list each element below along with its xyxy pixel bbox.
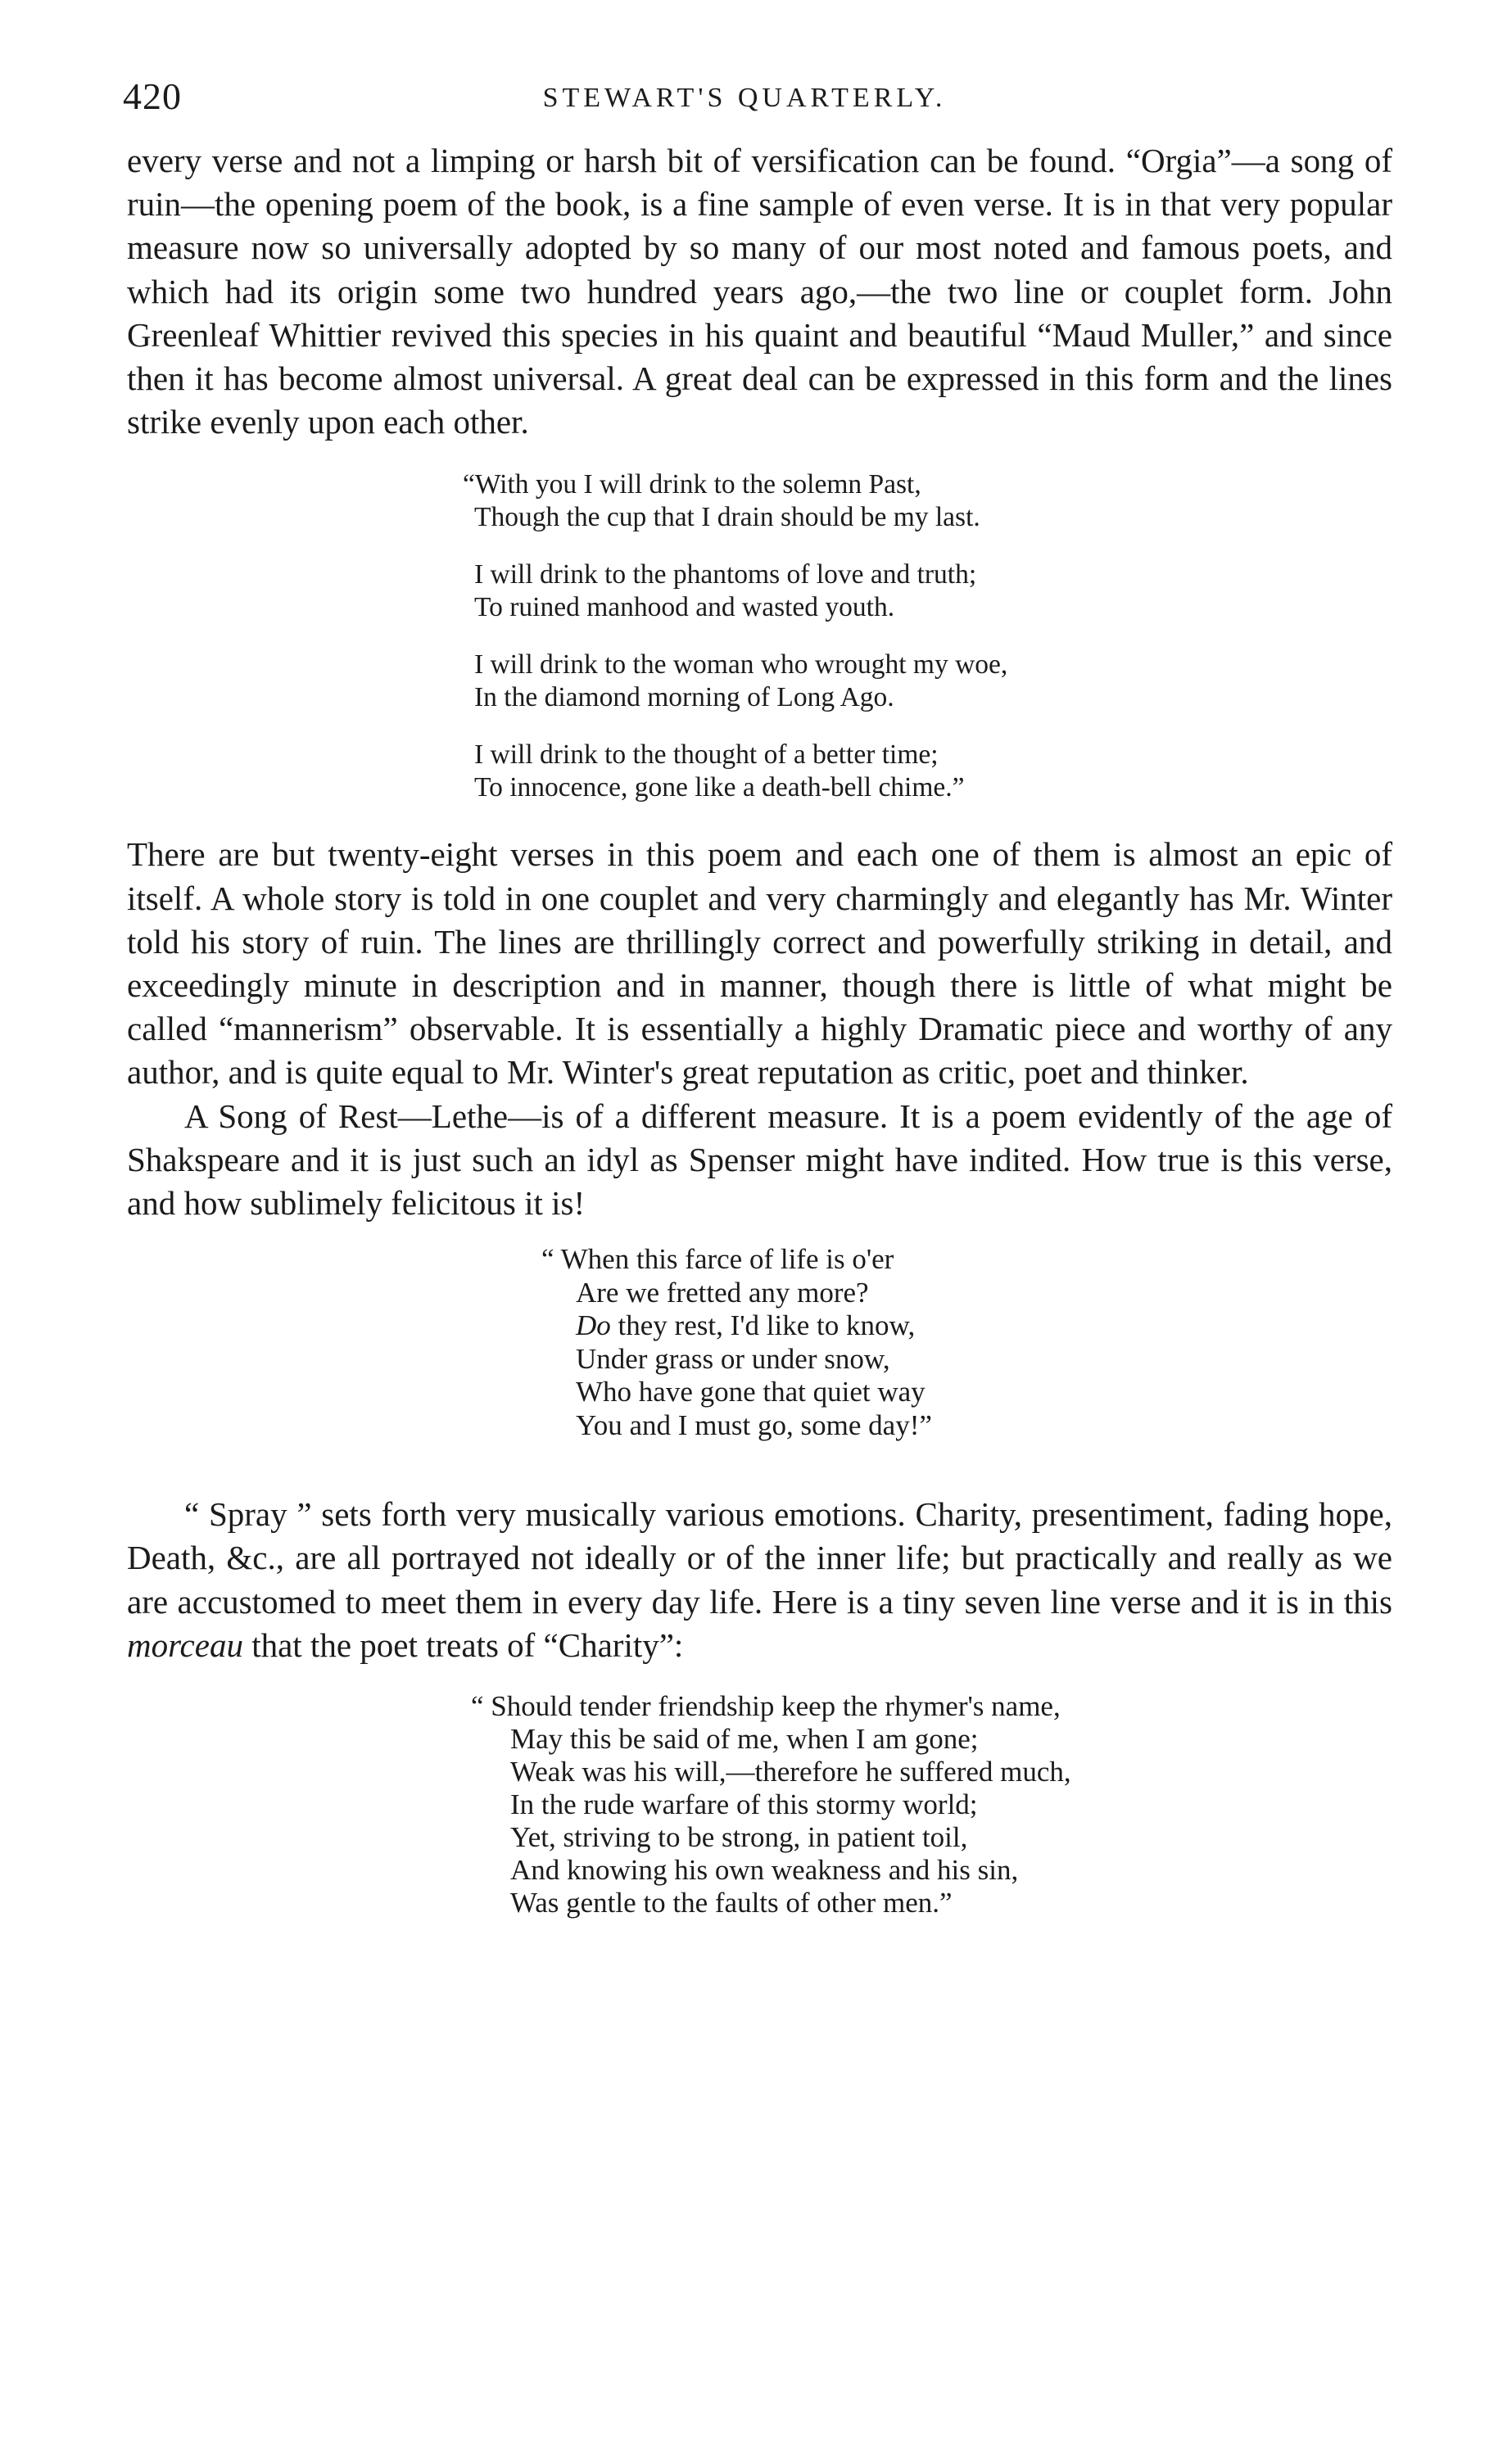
poem-stanza	[471, 1690, 1392, 1919]
poem-line: “ When this farce of life is o'er	[541, 1243, 894, 1276]
poem-line	[553, 1309, 1392, 1343]
running-head: STEWART'S QUARTERLY.	[542, 83, 947, 113]
poem-line: “With you I will drink to the solemn Past,	[463, 469, 921, 500]
paragraph-spray-text-end: that the poet treats of “Charity”:	[242, 1625, 684, 1664]
page-number: 420	[123, 75, 182, 117]
poem-line: May this be said of me, when I am gone;	[510, 1723, 979, 1756]
paragraph-twenty-eight-verses: There are but twenty-eight verses in this poem and each one of them is almost an epic of itself. A whole story is told in one couplet and very charmingly and elegantly has Mr. Winter told his story of ruin. The lines are thrillingly correct and powerfully striking in detail, and exceedingly minute in description and in manner, though there is little of what might be called “mannerism” observable. It is essentially a highly Dramatic piece and worthy of any author, and is quite equal to Mr. Winter's great reputation as critic, poet and thinker.	[127, 835, 1392, 1092]
poem-line: I will drink to the thought of a better time;	[474, 739, 939, 771]
poem-line: To ruined manhood and wasted youth.	[474, 591, 895, 622]
paragraph-spray	[127, 1493, 1392, 1667]
paragraph-song-of-rest: A Song of Rest—Lethe—is of a different measure. It is a poem evidently of the age of Shakspeare and it is just such an idyl as Spenser might have indited. How true is this verse, and how sublimely felicitous it is!	[127, 1096, 1392, 1223]
poem-stanza	[541, 1243, 1392, 1442]
poem-emphasis: Do	[576, 1309, 611, 1342]
poem-line: In the rude warfare of this stormy world;	[510, 1788, 978, 1821]
paragraph-versification: every verse and not a limping or harsh bit of versification can be found. “Orgia”—a song of ruin—the opening poem of the book, is a fine sample of even verse. It is in that very popular measure now so universally adopted by so many of our most noted and famous poets, and which had its origin some two hundred years ago,—the two line or couplet form. John Greenleaf Whittier revived this species in his quaint and beautiful “Maud Muller,” and since then it has become almost universal. A great deal can be expressed in this form and the lines strike evenly upon each other.	[127, 142, 1392, 441]
paragraph-spray-emphasis: morceau	[127, 1625, 243, 1664]
poem-line: Under grass or under snow,	[576, 1342, 890, 1375]
poem-stanza	[463, 739, 1392, 803]
poem-stanza	[463, 558, 1392, 623]
poem-line: Though the cup that I drain should be my last.	[474, 501, 980, 532]
poem-stanza	[463, 468, 1392, 533]
poem-lethe-excerpt	[541, 1243, 1392, 1442]
poem-line: Who have gone that quiet way	[576, 1376, 926, 1408]
poem-line: And knowing his own weakness and his sin,	[510, 1854, 1019, 1887]
poem-line-rest: they rest, I'd like to know,	[610, 1309, 916, 1342]
poem-line: To innocence, gone like a death-bell chime.”	[474, 771, 965, 802]
poem-orgia-excerpt	[463, 468, 1392, 803]
poem-line: Weak was his will,—therefore he suffered much,	[510, 1756, 1071, 1788]
poem-line: “ Should tender friendship keep the rhymer's name,	[471, 1690, 1061, 1723]
poem-line: Was gentle to the faults of other men.”	[510, 1887, 953, 1919]
poem-line: I will drink to the phantoms of love and truth;	[474, 559, 977, 590]
paragraph-spray-text: “ Spray ” sets forth very musically various emotions. Charity, presentiment, fading hope, Death, &c., are all portrayed not ideally or of the inner life; but practically and really as we are accustomed to meet them in every day life. Here is a tiny seven line verse and it is in this	[127, 1495, 1392, 1621]
poem-stanza	[463, 649, 1392, 713]
poem-line: Are we fretted any more?	[576, 1276, 869, 1309]
poem-line: You and I must go, some day!”	[576, 1408, 932, 1441]
page-body	[127, 139, 1392, 1919]
poem-line: In the diamond morning of Long Ago.	[474, 681, 894, 712]
poem-charity-excerpt	[471, 1690, 1392, 1919]
poem-line: I will drink to the woman who wrought my woe,	[474, 649, 1008, 680]
page-header	[123, 72, 1366, 121]
poem-line: Yet, striving to be strong, in patient toil,	[510, 1821, 968, 1854]
